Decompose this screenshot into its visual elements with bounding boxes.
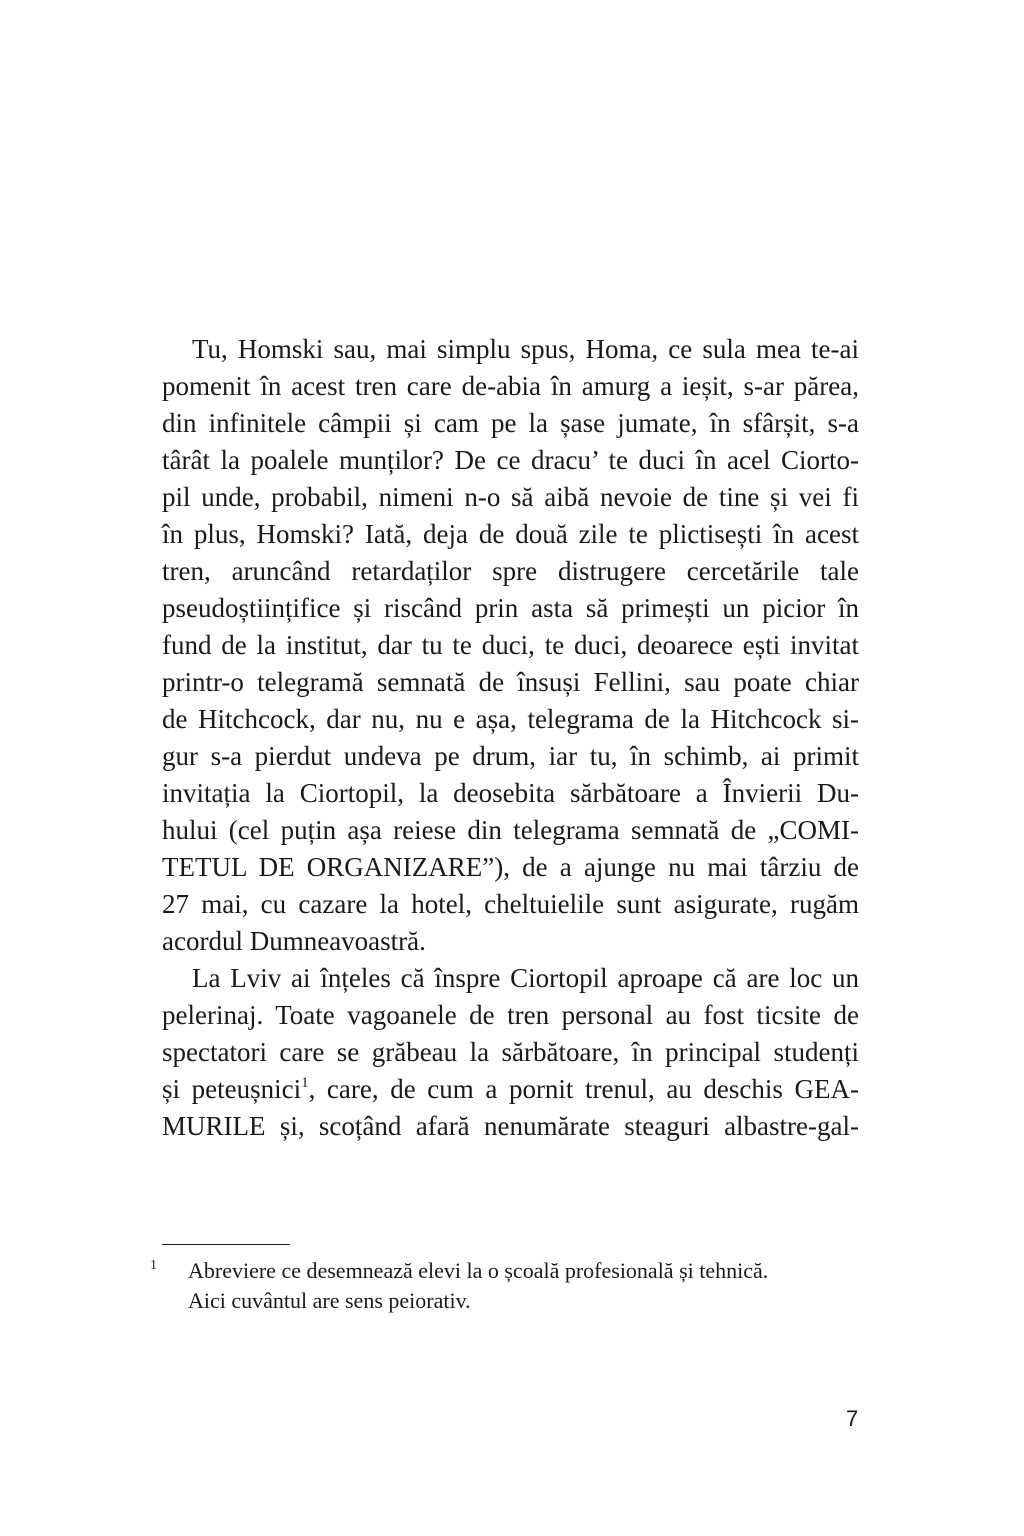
text-line: 27 mai, cu cazare la hotel, cheltuielile sunt asigurate, rugăm (162, 889, 859, 919)
footnote-text (188, 1256, 862, 1316)
footnote-marker: 1 (150, 1258, 157, 1273)
text-line: hului (cel puțin așa reiese din telegrama semnată de „COMI- (162, 815, 859, 845)
text-line: gur s-a pierdut undeva pe drum, iar tu, în schimb, ai primit (162, 741, 859, 771)
text-line: pil unde, probabil, nimeni n-o să aibă nevoie de tine și vei fi (162, 482, 859, 512)
footnote-separator (162, 1244, 290, 1245)
text-line-with-footnote (162, 1071, 859, 1108)
text-line: spectatori care se grăbeau la sărbătoare, în principal studenți (162, 1037, 859, 1067)
footnote-line: Aici cuvântul are sens peiorativ. (188, 1288, 471, 1313)
text-line: fund de la institut, dar tu te duci, te duci, deoarece ești invitat (162, 630, 859, 660)
text-line: La Lviv ai înțeles că înspre Ciortopil aproape că are loc un (192, 963, 859, 993)
text-line: Tu, Homski sau, mai simplu spus, Homa, ce sula mea te-ai (192, 334, 859, 364)
footnote (150, 1256, 862, 1316)
text-line: de Hitchcock, dar nu, nu e așa, telegrama de la Hitchcock si- (162, 704, 859, 734)
text-line: tren, aruncând retardaților spre distrugere cercetările tale (162, 556, 859, 586)
paragraph-2 (162, 960, 859, 1145)
paragraph-1 (162, 331, 859, 960)
footnote-line: Abreviere ce desemnează elevi la o școală profesională și tehnică. (188, 1258, 769, 1283)
text-segment: și peteușnici (162, 1074, 302, 1104)
text-line: pomenit în acest tren care de-abia în amurg a ieșit, s-ar părea, (162, 371, 859, 401)
body-text (162, 331, 859, 1145)
text-line: MURILE și, scoțând afară nenumărate steaguri albastre-gal- (162, 1111, 859, 1141)
text-line: invitația la Ciortopil, la deosebita sărbătoare a Învierii Du- (162, 778, 859, 808)
text-line: pelerinaj. Toate vagoanele de tren personal au fost ticsite de (162, 1000, 859, 1030)
text-segment: , care, de cum a pornit trenul, au deschis GEA- (308, 1074, 859, 1104)
text-line: printr-o telegramă semnată de însuși Fellini, sau poate chiar (162, 667, 859, 697)
text-line: din infinitele câmpii și cam pe la șase jumate, în sfârșit, s-a (162, 408, 859, 438)
text-line: acordul Dumneavoastră. (162, 926, 426, 956)
footnote-reference[interactable]: 1 (301, 1075, 309, 1091)
text-line: în plus, Homski? Iată, deja de două zile te plictisești în acest (162, 519, 859, 549)
text-line: târât la poalele munților? De ce dracu’ te duci în acel Ciorto- (162, 445, 859, 475)
text-line: TETUL DE ORGANIZARE”), de a ajunge nu mai târziu de (162, 852, 859, 882)
text-line: pseudoștiințifice și riscând prin asta să primești un picior în (162, 593, 859, 623)
page-number: 7 (846, 1406, 859, 1431)
